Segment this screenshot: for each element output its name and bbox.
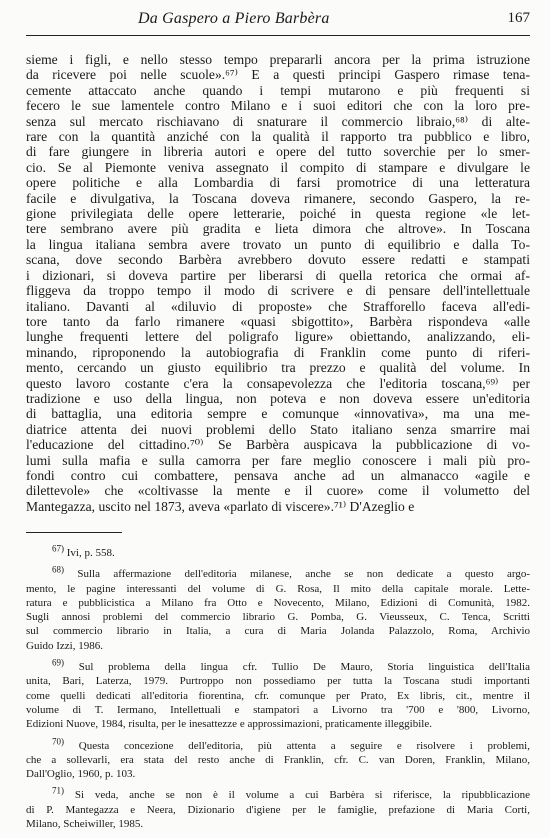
text-line: questo lavoro costante c'era la consapevolezza che l'editoria toscana,⁶⁹⁾ per	[26, 375, 530, 391]
footnote-line: Si veda, anche se non è il volume a cui Barbèra si riferisce, la ripubblicazione	[74, 789, 530, 802]
text-line: cemente attaccato anche quando i tempi mutarono e più frequenti si	[26, 82, 530, 98]
footnote-line: Ivi, p. 558.	[66, 547, 115, 559]
main-text	[26, 52, 530, 514]
footnote-line: Edizioni Nuove, 1984, risulta, per le inesattezze e approssimazioni, praticamente illeggibile.	[26, 718, 432, 731]
text-line: di fare giungere in libreria autori e opere del tutto soverchie per lo smer-	[26, 144, 530, 160]
page-header	[26, 8, 530, 32]
footnote-line: mento, le pagine interessanti del volume di G. Rosa, Il mito della capitale morale. Lette-	[26, 582, 530, 595]
footnote-number: 67)	[52, 543, 64, 554]
header-rule	[26, 35, 530, 36]
footnote	[26, 735, 530, 782]
text-line: diatrice attenta dei nuovi problemi dello Stato italiano senza smarrire mai	[26, 421, 530, 437]
footnote-line: volume di T. Iermano, Intellettuali e stampatori a Livorno tra '700 e '800, Livorno,	[26, 703, 530, 716]
footnote-line: sul commercio librario in Italia, a cura di Maria Jolanda Palazzolo, Roma, Archivio	[26, 625, 530, 638]
text-line: fecero le sue lamentele contro Milano e i suoi editori che con la loro pre-	[26, 98, 530, 114]
text-line: la lingua italiana sembra avere trovato un punto di equilibrio e dalla To-	[26, 236, 530, 252]
footnote-number: 69)	[52, 657, 64, 668]
text-line: italiano. Davanti al «diluvio di proposte» che Strafforello faceva all'edi-	[26, 298, 530, 314]
page-number: 167	[507, 10, 530, 26]
text-line: facile e divulgativa, la Toscana doveva rimanere, secondo Gaspero, la re-	[26, 190, 530, 206]
footnote-number: 68)	[52, 564, 64, 575]
footnote-line: Dall'Oglio, 1960, p. 103.	[26, 768, 136, 781]
text-line: lunghe frequenti lettere del poligrafo ligure» obiettando, analizzando, eli-	[26, 329, 530, 345]
footnote	[26, 785, 530, 831]
footnote-line: Sugli annosi problemi del commercio librario G. Pomba, G. Vieusseux, C. Tenca, Scritti	[26, 611, 530, 624]
text-line: l'educazione del cittadino.⁷⁰⁾ Se Barbèra auspicava la pubblicazione di vo-	[26, 437, 530, 453]
text-line: scana, dove secondo Barbèra avrebbero dovuto essere redatti e stampati	[26, 252, 530, 268]
text-line: tradizione e uso della lingua, non poteva e non doveva essere un'editoria	[26, 390, 530, 406]
text-line: dilettevole» che «coltivasse la mente e il cuore» come il volumetto del	[26, 483, 530, 499]
footnote-line: Guido Izzi, 1986.	[26, 639, 103, 652]
text-line: gione privilegiata delle opere letterarie, poiché in questa regione «le let-	[26, 206, 530, 222]
footnote	[26, 564, 530, 653]
footnote-line: di P. Mantegazza e Neera, Dizionario d'igiene per le famiglie, prefazione di Maria Corti,	[26, 803, 530, 816]
text-line: tore tanto da farlo rimanere «quasi sbigottito», Barbèra rispondeva «alle	[26, 313, 530, 329]
footnote	[26, 543, 530, 560]
text-line: minando, riproponendo la autobiografia di Franklin come punto di riferi-	[26, 344, 530, 360]
footnote-line: unita, Bari, Laterza, 1979. Purtroppo non possediamo per tutta la Toscana studi importanti	[26, 675, 530, 688]
footnote-number: 71)	[52, 785, 64, 796]
footnotes	[26, 543, 530, 838]
text-line: di battaglia, una editoria sempre e comunque «innovativa», ma una me-	[26, 406, 530, 422]
text-line: fliggeva da troppo tempo il modo di scrivere e di pensare dell'intellettuale	[26, 283, 530, 299]
footnote-number: 70)	[52, 735, 64, 746]
footnote-line: Questa concezione dell'editoria, più attenta a seguire e risolvere i problemi,	[78, 739, 530, 752]
text-line: sieme i figli, e nello stesso tempo prepararli ancora per la prima istruzione	[26, 52, 530, 67]
footnote-line: Sul problema della lingua cfr. Tullio De Mauro, Storia linguistica dell'Italia	[78, 661, 530, 674]
text-line: fondi contro cui combattere, pensava anche ad un almanacco «agile e	[26, 467, 530, 483]
running-title: Da Gaspero a Piero Barbèra	[138, 10, 330, 27]
text-line: da ricevere poi nelle scuole».⁶⁷⁾ E a questi principi Gaspero rimase tena-	[26, 67, 530, 83]
text-line: mento, cercando un giusto equilibrio tra prezzo e qualità del volume. In	[26, 360, 530, 376]
text-line: opere politiche e alla Lombardia di farsi promotrice di una letteratura	[26, 175, 530, 191]
text-line: cio. Se al Piemonte veniva assegnato il compito di stampare e divulgare le	[26, 159, 530, 175]
text-line: i dizionari, si doveva partire per liberarsi di quella retorica che ormai af-	[26, 267, 530, 283]
footnote-line: ratura e pubblicistica a Milano fra Otto e Novecento, Milano, Edizioni di Comunità, 1982.	[26, 596, 530, 609]
text-line: Mantegazza, uscito nel 1873, aveva «parlato di viscere».⁷¹⁾ D'Azeglio e	[26, 498, 415, 514]
text-line: rare con la quantità anziché con la qualità il rapporto tra pubblico e libro,	[26, 129, 530, 145]
footnote-line: Sulla affermazione dell'editoria milanese, anche se non dedicate a questo argo-	[77, 568, 530, 581]
text-line: lumi sulla mafia e sulla camorra per fare meglio conoscere i mali più pro-	[26, 452, 530, 468]
footnote-line: che a sollevarli, era stata del resto anche di Franklin, cfr. C. van Doren, Franklin, Milano,	[26, 753, 530, 766]
text-line: tere sembrano avere più gradita e lieta dimora che altrove». In Toscana	[26, 221, 530, 237]
footnote-line: come quelli dedicati all'editoria fiorentina, cfr. comunque per Prato, Ex libris, cit., mentre il	[26, 689, 530, 702]
footnote-separator	[26, 532, 122, 533]
footnote	[26, 657, 530, 731]
text-line: senza sul mercato rischiavano di snaturare il commercio libraio,⁶⁸⁾ di alte-	[26, 113, 530, 129]
footnote-line: Milano, Scheiwiller, 1985.	[26, 818, 144, 831]
